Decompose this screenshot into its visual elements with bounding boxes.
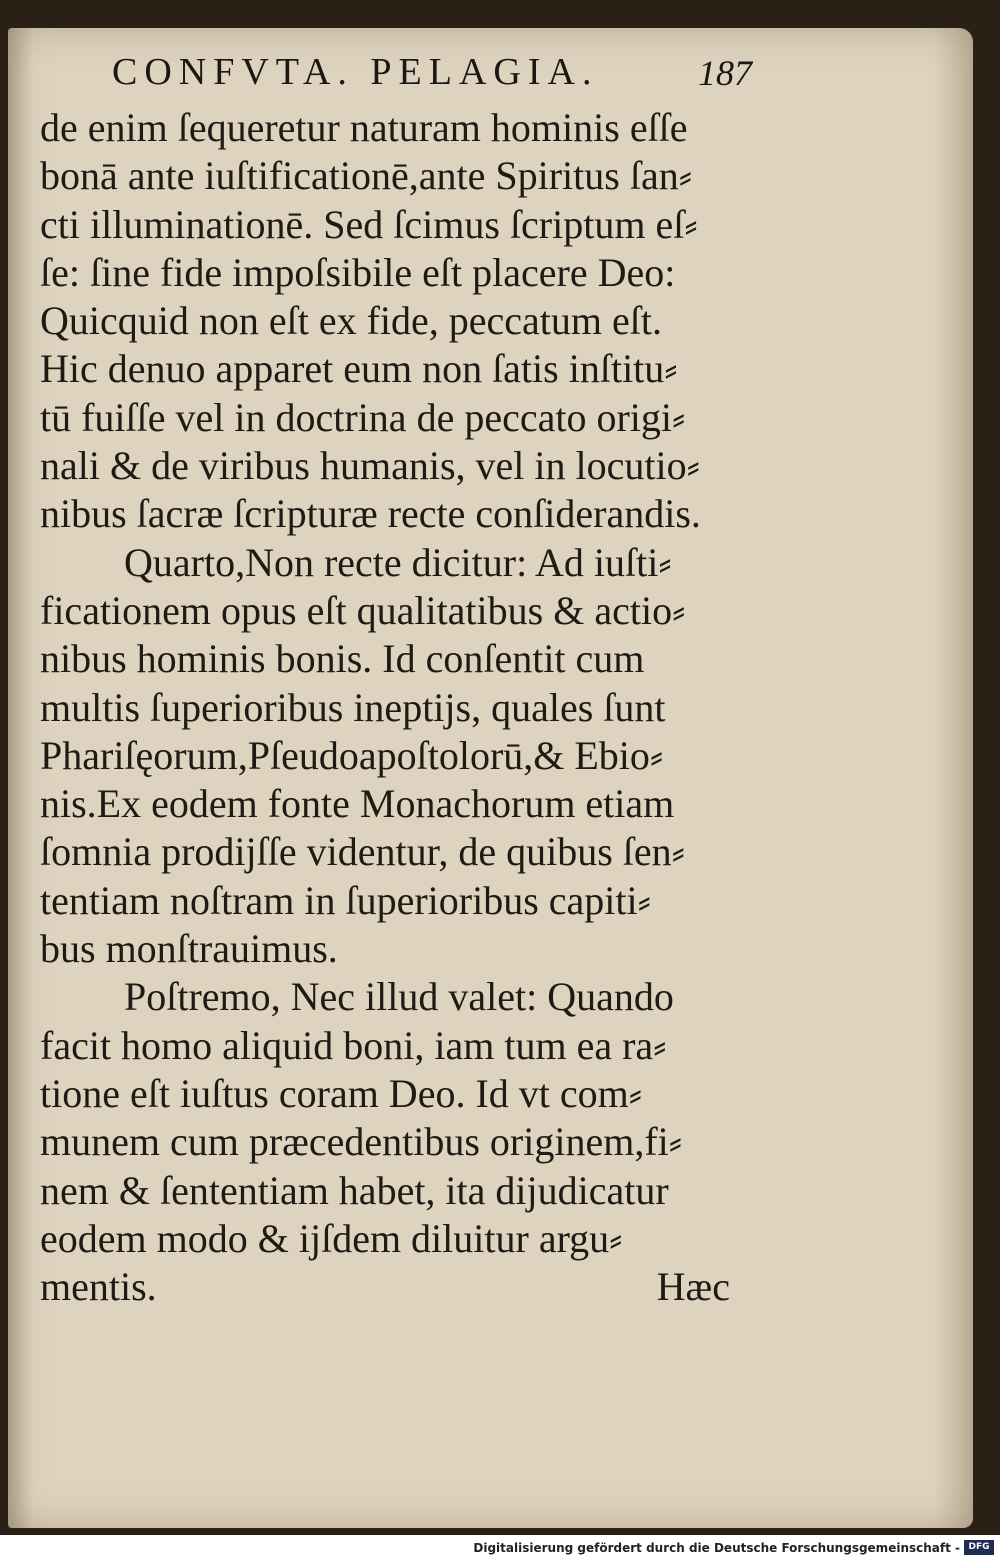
text-line: tione eſt iuſtus coram Deo. Id vt com⸗ (40, 1070, 643, 1116)
text-line: ſomnia prodijſſe videntur, de quibus ſen⸗ (40, 829, 685, 875)
text-line-end: mentis. (40, 1264, 157, 1310)
running-title: CONFVTA. PELAGIA. (112, 51, 599, 93)
text-line: tū fuiſſe vel in doctrina de peccato origi⸗ (40, 394, 686, 440)
text-line: nibus hominis bonis. Id conſentit cum (40, 636, 645, 682)
paragraph-first-line: Poſtremo, Nec illud valet: Quando (124, 974, 674, 1020)
paragraph-first-line: Quarto,Non recte dicitur: Ad iuſti⸗ (124, 539, 672, 585)
gutter-shadow (8, 28, 33, 1528)
page-number: 187 (698, 53, 752, 93)
text-line: multis ſuperioribus ineptijs, quales ſunt (40, 684, 666, 730)
text-line: de enim ſequeretur naturam hominis eſſe (40, 105, 688, 150)
text-line: ſe: ſine fide impoſsibile eſt placere Deo: (40, 249, 676, 295)
text-line: cti illuminationē. Sed ſcimus ſcriptum eſ⸗ (40, 201, 698, 247)
digitization-credit: Digitalisierung gefördert durch die Deutsche Forschungsgemeinschaft - (473, 1541, 960, 1555)
text-line: ficationem opus eſt qualitatibus & actio⸗ (40, 587, 686, 633)
text-line: Hic denuo apparet eum non ſatis inſtitu⸗ (40, 346, 678, 392)
text-body (40, 104, 740, 1311)
text-line: Phariſęorum,Pſeudoapoſtolorū,& Ebio⸗ (40, 732, 664, 778)
text-line: Quicquid non eſt ex fide, peccatum eſt. (40, 298, 663, 344)
text-line: nibus ſacræ ſcripturæ recte conſiderandis. (40, 491, 701, 537)
edge-shadow (933, 28, 973, 1528)
page-header (112, 50, 752, 100)
text-line: tentiam noſtram in ſuperioribus capiti⸗ (40, 877, 651, 923)
digitization-footer (0, 1535, 1000, 1563)
dfg-logo: DFG (964, 1540, 994, 1555)
last-line (40, 1263, 740, 1311)
text-line: bus monſtrauimus. (40, 926, 338, 972)
text-line: munem cum præcedentibus originem,fi⸗ (40, 1119, 683, 1165)
text-line: facit homo aliquid boni, iam tum ea ra⸗ (40, 1022, 667, 1068)
text-line: nem & ſententiam habet, ita dijudicatur (40, 1167, 669, 1213)
text-line: nis.Ex eodem fonte Monachorum etiam (40, 781, 675, 827)
text-line: eodem modo & ijſdem diluitur argu⸗ (40, 1215, 623, 1261)
catchword: Hæc (656, 1264, 730, 1310)
text-line: bonā ante iuſtificationē,ante Spiritus ſan⸗ (40, 153, 693, 199)
text-line: nali & de viribus humanis, vel in locutio⸗ (40, 443, 700, 489)
